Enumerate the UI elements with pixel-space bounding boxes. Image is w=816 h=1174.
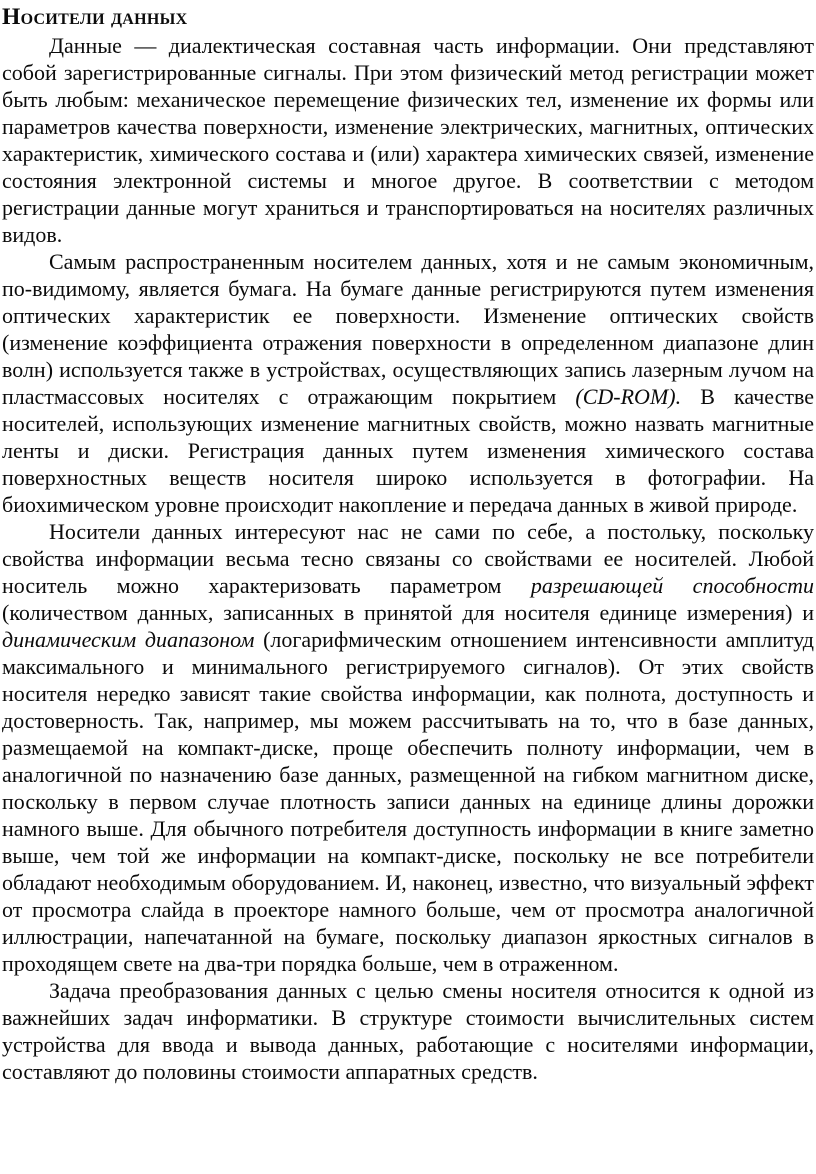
text-run: Самым распространенным носителем данных, хотя и не самым экономичным, по-видимому, является бумага. На бумаге данные регистрируются путем изменения оптических характеристик ее поверхности. Изменение оптических свойств (изменение коэффициента отражения поверхности в определенном диапазоне длин волн) используется также в устройствах, осуществляющих запись лазерным лучом на пластмассовых носителях с отражающим покрытием [2, 249, 814, 409]
document-title: Носители данных [2, 4, 188, 30]
italic-text-run: динамическим диапазоном [2, 627, 255, 652]
text-run: Носители данных интересуют нас не сами по себе, а постольку, поскольку свойства информации весьма тесно связаны со свойствами ее носителей. Любой носитель можно характеризовать параметром [2, 519, 814, 598]
italic-text-run: разрешающей способности [530, 573, 815, 598]
paragraph [2, 977, 814, 1085]
text-run: Данные — диалектическая составная часть информации. Они представляют собой зарегистрированные сигналы. При этом физический метод регистрации может быть любым: механическое перемещение физических тел, изменение их формы или параметров качества поверхности, изменение электрических, магнитных, оптических характеристик, химического состава и (или) характера химических связей, изменение состояния электронной системы и многое другое. В соответствии с методом регистрации данные могут храниться и транспортироваться на носителях различных видов. [2, 33, 814, 247]
text-run: В качестве носителей, использующих изменение магнитных свойств, можно назвать магнитные ленты и диски. Регистрация данных путем изменения химического состава поверхностных веществ носителя широко используется в фотографии. На биохимическом уровне происходит накопление и передача данных в живой природе. [2, 384, 814, 517]
document-body [2, 32, 814, 1085]
italic-text-run: (CD-ROM). [575, 384, 682, 409]
text-run: (логарифмическим отношением интенсивности амплитуд максимального и минимального регистрируемого сигналов). От этих свойств носителя нередко зависят такие свойства информации, как полнота, доступность и достоверность. Так, например, мы можем рассчитывать на то, что в базе данных, размещаемой на компакт-диске, проще обеспечить полноту информации, чем в аналогичной по назначению базе данных, размещенной на гибком магнитном диске, поскольку в первом случае плотность записи данных на единице длины дорожки намного выше. Для обычного потребителя доступность информации в книге заметно выше, чем той же информации на компакт-диске, поскольку не все потребители обладают необходимым оборудованием. И, наконец, известно, что визуальный эффект от просмотра слайда в проекторе намного больше, чем от просмотра аналогичной иллюстрации, напечатанной на бумаге, поскольку диапазон яркостных сигналов в проходящем свете на два-три порядка больше, чем в отраженном. [2, 627, 814, 976]
text-run: Задача преобразования данных с целью смены носителя относится к одной из важнейших задач информатики. В структуре стоимости вычислительных систем устройства для ввода и вывода данных, работающие с носителями информации, составляют до половины стоимости аппаратных средств. [2, 978, 814, 1084]
paragraph [2, 32, 814, 248]
paragraph [2, 248, 814, 518]
paragraph [2, 518, 814, 977]
text-run: (количеством данных, записанных в принятой для носителя единице измерения) и [2, 600, 814, 625]
